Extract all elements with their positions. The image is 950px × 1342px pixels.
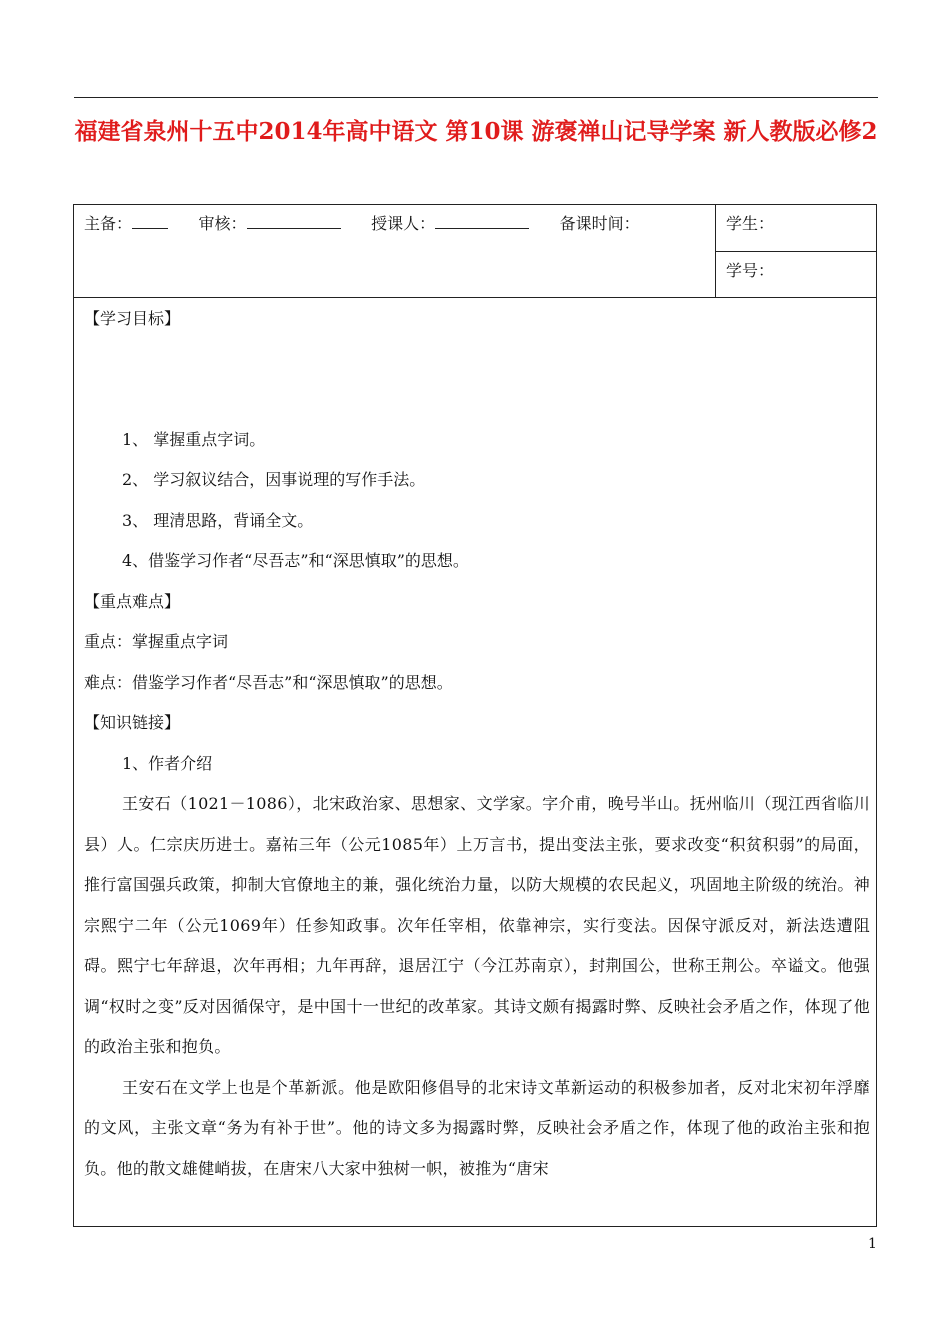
- shoukeren-blank[interactable]: [435, 214, 529, 229]
- header-meta-cell: [74, 205, 716, 297]
- student-name-cell[interactable]: 学生：: [726, 214, 775, 233]
- lesson-table: [73, 204, 877, 1227]
- shenhe-blank[interactable]: [247, 214, 341, 229]
- author-paragraph-2: 王安石在文学上也是个革新派。他是欧阳修倡导的北宋诗文革新运动的积极参加者，反对北宋初年浮靡的文风，主张文章“务为有补于世”。他的诗文多为揭露时弊，反映社会矛盾之作，体现了他的政治主张和抱负。他的散文雄健峭拔，在唐宋八大家中独树一帜，被推为“唐宋: [84, 1077, 870, 1178]
- top-rule: [74, 97, 878, 98]
- document-title: 福建省泉州十五中2014年高中语文 第10课 游褒禅山记导学案 新人教版必修2: [74, 118, 878, 145]
- key-heading: 【重点难点】: [84, 591, 181, 611]
- author-paragraph-1: 王安石（1021－1086），北宋政治家、思想家、文学家。字介甫，晚号半山。抚州临川（现江西省临川县）人。仁宗庆历进士。嘉祐三年（公元1085年）上万言书，提出变法主张，要求改变“积贫积弱”的局面，推行富国强兵政策，抑制大官僚地主的兼，强化统治力量，以防大规模的农民起义，巩固地主阶级的统治。神宗熙宁二年（公元1069年）任参知政事。次年任宰相，依靠神宗，实行变法。因保守派反对，新法迭遭阻碍。熙宁七年辞退，次年再相；九年再辞，退居江宁（今江苏南京），封荆国公，世称王荆公。卒谥文。他强调“权时之变”反对因循保守，是中国十一世纪的改革家。其诗文颇有揭露时弊、反映社会矛盾之作，体现了他的政治主张和抱负。: [84, 794, 870, 1056]
- goal-item: 2、 学习叙议结合，因事说理的写作手法。: [122, 470, 426, 489]
- shoukeren-label: 授课人：: [371, 214, 436, 233]
- goal-item: 3、 理清思路，背诵全文。: [122, 510, 314, 530]
- zhubei-blank[interactable]: [132, 214, 168, 229]
- page-number: 1: [868, 1236, 877, 1252]
- beikeshijian-label: 备课时间：: [559, 214, 640, 233]
- zhubei-label: 主备：: [84, 214, 133, 233]
- key-point: 重点：掌握重点字词: [84, 632, 229, 651]
- difficult-point: 难点：借鉴学习作者“尽吾志”和“深思慎取”的思想。: [84, 672, 453, 692]
- author-intro-heading: 1、作者介绍: [122, 753, 213, 773]
- student-id-cell[interactable]: 学号：: [716, 251, 876, 297]
- student-info: [716, 205, 876, 297]
- goal-item: 1、 掌握重点字词。: [122, 429, 266, 449]
- meta-line: [84, 211, 640, 234]
- header-divider: [74, 297, 876, 298]
- shenhe-label: 审核：: [198, 214, 247, 233]
- goal-item: 4、借鉴学习作者“尽吾志”和“深思慎取”的思想。: [122, 551, 469, 570]
- goals-spacer: [84, 340, 870, 420]
- goals-heading: 【学习目标】: [84, 309, 181, 328]
- content-body: [84, 299, 870, 1189]
- knowledge-heading: 【知识链接】: [84, 713, 181, 732]
